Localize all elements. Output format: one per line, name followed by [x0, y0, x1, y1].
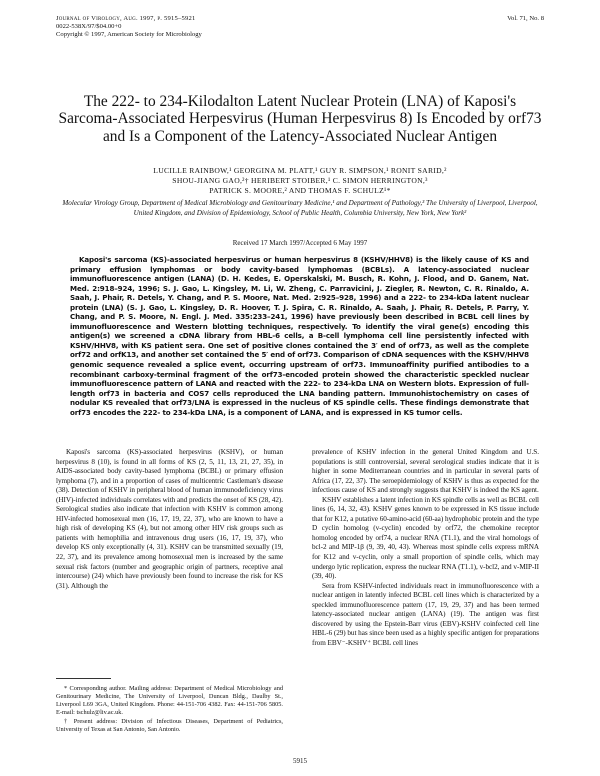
footnotes — [56, 685, 283, 735]
author-list — [56, 166, 544, 197]
body-paragraph: prevalence of KSHV infection in the general United Kingdom and U.S. populations is still controversial, several serological studies indicate that it is higher in some Mediterranean countries and in particular in several parts of Africa (17, 22, 37). The seroepidemiology of KSHV is thus as expected for the infectious cause of KS and strongly suggests that KSHV is indeed the KS agent. — [312, 448, 539, 495]
author-line: SHOU-JIANG GAO,²† HERIBERT STOIBER,¹ C. SIMON HERRINGTON,³ — [172, 176, 428, 186]
body-paragraph: KSHV establishes a latent infection in KS spindle cells as well as BCBL cell lines (6, 14, 32, 43). KSHV genes known to be expressed in KS tissue include that for K12, a putative 60-amino-acid (60-aa) hydrophobic protein and the type D cyclin homolog (v-cyclin) encoded by orf72, the chemokine receptor homolog encoded by orf74, a nuclear RNA (T1.1), and the viral homologs of bcl-2 and MIP-1β (9, 39, 40, 43). Whereas most spindle cells express mRNA for K12 and v-cyclin, only a small proportion of spindle cells, which may undergo lytic replication, express the nuclear RNA (T1.1), v-bcl2, and v-MIP-II (39, 40). — [312, 495, 539, 581]
received-dates: Received 17 March 1997/Accepted 6 May 1997 — [232, 239, 368, 247]
author-line: LUCILLE RAINBOW,¹ GEORGINA M. PLATT,¹ GUY R. SIMPSON,¹ RONIT SARID,² — [153, 166, 447, 175]
page-number: 5915 — [293, 757, 307, 765]
author-line: PATRICK S. MOORE,² AND THOMAS F. SCHULZ¹* — [209, 186, 391, 196]
journal-header — [56, 15, 544, 40]
body-paragraph: Kaposi's sarcoma (KS)-associated herpesvirus (KSHV), or human herpesvirus 8 (10), is found in all forms of KS (2, 5, 11, 13, 21, 27, 35), in AIDS-associated body cavity-based lymphoma (BCBL) or primary effusion lymphoma (7), and in a proportion of cases of multicentric Castleman's disease (38). Detection of KSHV in peripheral blood of human immunodeficiency virus (HIV)-infected individuals correlates with and predicts the onset of KS (28, 42). Serological studies also indicate that infection with KSHV is common among HIV-infected homosexual men (16, 17, 19, 22, 37), who are known to have a high risk of developing KS (4), but not among other HIV risk groups such as patients with hemophilia and intravenous drug users (16, 17, 19, 37), who develop KS only exceptionally (4, 31). KSHV can be transmitted sexually (19, 22, 37), and its prevalence among homosexual men is increased by the same sexual risk factors (number and geographic origin of partners, receptive anal intercourse) (24) which have previously been found to increase the risk for KS (31). Although the — [56, 448, 283, 590]
issn: 0022-538X/97/$04.00+0 — [56, 23, 122, 31]
copyright-line: Copyright © 1997, American Society for Microbiology — [56, 31, 202, 39]
footnote-present-address: † Present address: Division of Infectious Diseases, Department of Pediatrics, University of Texas at San Antonio, San Antonio. — [56, 718, 283, 733]
affiliations: Molecular Virology Group, Department of Medical Microbiology and Genitourinary Medicine,¹ and Department of Pathology,³ The University of Liverpool, Liverpool, United Kingdom, and Division of Epidemiology, School of Public Health, Columbia University, New York, New York² — [62, 199, 538, 217]
footnote-rule — [56, 678, 111, 679]
body-column-right — [312, 448, 539, 648]
footnote-corresponding: * Corresponding author. Mailing address: Department of Medical Microbiology and Genitourinary Medicine, The University of Liverpool, Duncan Bldg., Daulby St., Liverpool L69 3GA, United Kingdom. Phone: 44-151-706 4382. Fax: 44-151-706 5805. E-mail: tschulz@liv.ac.uk. — [56, 685, 283, 716]
body-column-left — [56, 448, 283, 591]
volume-number: Vol. 71, No. 8 — [507, 15, 544, 22]
journal-citation: Journal of Virology, Aug. 1997, p. 5915–5921 — [56, 15, 196, 22]
body-paragraph: Sera from KSHV-infected individuals react in immunofluorescence with a nuclear antigen in latently infected BCBL cell lines which is characterized by a speckled immunofluorescence pattern (17, 19, 29, 37) and has been termed latency-associated nuclear antigen (LANA) (19). The antigen was first discovered by using the Epstein-Barr virus (EBV)-KSHV coinfected cell line HBL-6 (29) but has since been used as a highly specific antigen for preparations from EBV⁻-KSHV⁺ BCBL cell lines — [312, 581, 539, 647]
article-title: The 222- to 234-Kilodalton Latent Nuclear Protein (LNA) of Kaposi's Sarcoma-Associated Herpesvirus (Human Herpesvirus 8) Is Encoded by orf73 and Is a Component of the Latency-Associated Nuclear Antigen — [58, 93, 542, 145]
abstract: Kaposi's sarcoma (KS)-associated herpesvirus or human herpesvirus 8 (KSHV/HHV8) is the likely cause of KS and primary effusion lymphomas or body cavity-based lymphomas (BCBLs). A latency-associated nuclear immunofluorescence antigen (LANA) (D. H. Kedes, E. Operskalski, M. Busch, R. Kohn, J. Flood, and D. Ganem, Nat. Med. 2:918–924, 1996; S. J. Gao, L. Kingsley, M. Li, W. Zheng, C. Parravicini, J. Ziegler, R. Newton, C. R. Rinaldo, A. Saah, J. Phair, R. Detels, Y. Chang, and P. S. Moore, Nat. Med. 2:925–928, 1996) and a 222- to 234-kDa latent nuclear protein (LNA) (S. J. Gao, L. Kingsley, D. R. Hoover, T. J. Spira, C. R. Rinaldo, A. Saah, J. Phair, R. Detels, P. Parry, Y. Chang, and P. S. Moore, N. Engl. J. Med. 335:233–241, 1996) have previously been described in BCBL cell lines by immunofluorescence and Western blotting techniques, respectively. To identify the viral gene(s) encoding this antigen(s) we screened a cDNA library from HBL-6 cells, a B-cell lymphoma cell line persistently infected with KSHV/HHV8, with KS patient sera. One set of positive clones contained the 3′ end of orf73, as well as the complete orf72 and orfK13, and another set contained the 5′ end of orf73. Comparison of cDNA sequences with the KSHV/HHV8 genomic sequence revealed a splice event, occurring upstream of orf73. Immunoaffinity purified antibodies to a recombinant carboxy-terminal fragment of the orf73-encoded protein showed the characteristic speckled nuclear immunofluorescence pattern of LANA and reacted with the 222- to 234-kDa LNA on Western blots. Expression of full-length orf73 in bacteria and COS7 cells reproduced the LNA banding pattern. Immunohistochemistry on cases of nodular KS revealed that orf73/LNA is expressed in the nucleus of KS spindle cells. These findings demonstrate that orf73 encodes the 222- to 234-kDa LNA, is a component of LANA, and is expressed in KS tumor cells. — [70, 255, 529, 417]
